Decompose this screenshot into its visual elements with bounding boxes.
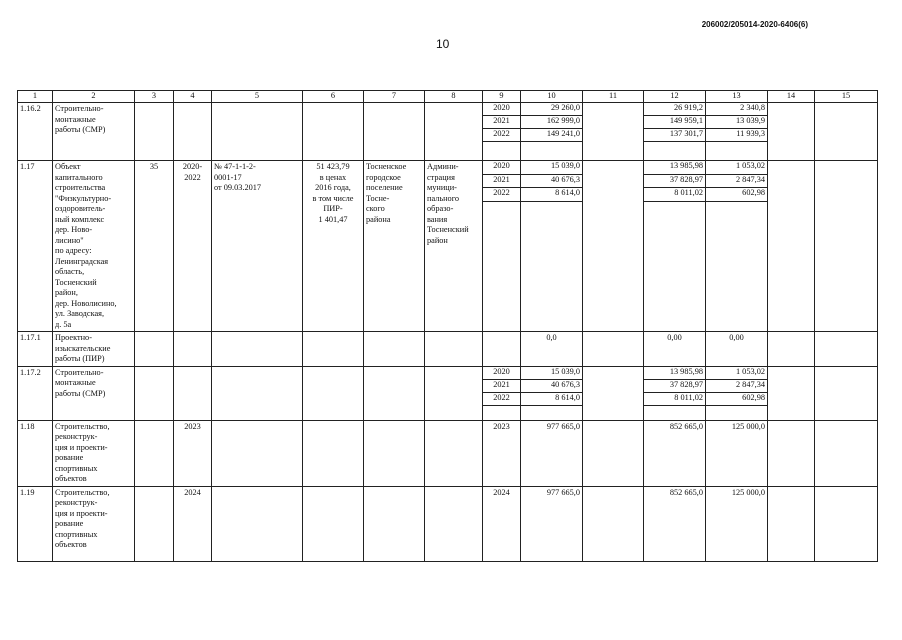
row-number: 1.17.1 xyxy=(18,332,53,367)
value-cell: 602,98 xyxy=(706,188,768,202)
row-name: Проектно- изыскательские работы (ПИР) xyxy=(53,332,135,367)
value-cell: 8 614,0 xyxy=(521,392,583,405)
year-cell: 2020 xyxy=(483,161,521,175)
row-number: 1.17.2 xyxy=(18,366,53,420)
value-cell: 37 828,97 xyxy=(644,379,706,392)
header-cell: 13 xyxy=(706,91,768,103)
header-cell: 4 xyxy=(174,91,212,103)
table-row xyxy=(18,420,878,486)
table-row xyxy=(18,366,878,379)
row-name: Строительство, реконструк- ция и проекти- рование спортивных объектов xyxy=(53,486,135,561)
value-cell: 13 985,98 xyxy=(644,161,706,175)
year-cell: 2023 xyxy=(483,420,521,486)
header-cell: 9 xyxy=(483,91,521,103)
cell-recipient: Тосненское городское поселение Тосне- ского района xyxy=(364,161,425,332)
value-cell: 977 665,0 xyxy=(521,486,583,561)
row-name: Строительно- монтажные работы (СМР) xyxy=(53,366,135,420)
year-cell: 2024 xyxy=(483,486,521,561)
year-cell: 2021 xyxy=(483,174,521,188)
value-cell: 13 039,9 xyxy=(706,116,768,129)
value-cell: 40 676,3 xyxy=(521,174,583,188)
value-cell: 37 828,97 xyxy=(644,174,706,188)
value-cell: 2 847,34 xyxy=(706,174,768,188)
value-cell: 149 241,0 xyxy=(521,129,583,142)
page-number: 10 xyxy=(436,37,450,51)
year-cell: 2020 xyxy=(483,103,521,116)
value-cell: 125 000,0 xyxy=(706,486,768,561)
value-cell: 15 039,0 xyxy=(521,366,583,379)
year-cell: 2022 xyxy=(483,129,521,142)
year-cell: 2022 xyxy=(483,188,521,202)
header-cell: 7 xyxy=(364,91,425,103)
value-cell: 137 301,7 xyxy=(644,129,706,142)
row-name: Объект капитального строительства "Физкультурно- оздоровитель- ный комплекс дер. Ново- лисино" по адресу: Ленинградская область, Тосненский район, дер. Новолисино, ул. Заводская, д. 5а xyxy=(53,161,135,332)
cell-cost: 51 423,79 в ценах 2016 года, в том числе ПИР- 1 401,47 xyxy=(303,161,364,332)
table-row xyxy=(18,103,878,116)
header-cell: 14 xyxy=(768,91,815,103)
value-cell: 2 847,34 xyxy=(706,379,768,392)
table-row xyxy=(18,332,878,367)
value-cell: 13 985,98 xyxy=(644,366,706,379)
value-cell: 162 999,0 xyxy=(521,116,583,129)
header-cell: 8 xyxy=(425,91,483,103)
document-code: 206002/205014-2020-6406(6) xyxy=(701,20,808,29)
cell-period: 2020- 2022 xyxy=(174,161,212,332)
value-cell: 125 000,0 xyxy=(706,420,768,486)
value-cell: 26 919,2 xyxy=(644,103,706,116)
year-cell: 2021 xyxy=(483,379,521,392)
row-number: 1.16.2 xyxy=(18,103,53,161)
value-cell: 0,0 xyxy=(521,332,583,367)
header-cell: 3 xyxy=(135,91,174,103)
value-cell: 1 053,02 xyxy=(706,366,768,379)
row-number: 1.17 xyxy=(18,161,53,332)
header-cell: 1 xyxy=(18,91,53,103)
row-number: 1.18 xyxy=(18,420,53,486)
table-row xyxy=(18,161,878,175)
cell-document: № 47-1-1-2- 0001-17 от 09.03.2017 xyxy=(212,161,303,332)
table-row xyxy=(18,486,878,561)
value-cell: 2 340,8 xyxy=(706,103,768,116)
value-cell: 0,00 xyxy=(706,332,768,367)
header-cell: 10 xyxy=(521,91,583,103)
value-cell: 852 665,0 xyxy=(644,420,706,486)
header-row xyxy=(18,91,878,103)
value-cell: 149 959,1 xyxy=(644,116,706,129)
row-number: 1.19 xyxy=(18,486,53,561)
value-cell: 15 039,0 xyxy=(521,161,583,175)
cell-period: 2023 xyxy=(174,420,212,486)
value-cell: 1 053,02 xyxy=(706,161,768,175)
cell-organization: Админи- страция муници- пального образо- вания Тосненский район xyxy=(425,161,483,332)
cell-period: 2024 xyxy=(174,486,212,561)
value-cell: 852 665,0 xyxy=(644,486,706,561)
value-cell: 8 614,0 xyxy=(521,188,583,202)
value-cell: 977 665,0 xyxy=(521,420,583,486)
year-cell: 2021 xyxy=(483,116,521,129)
header-cell: 12 xyxy=(644,91,706,103)
header-cell: 5 xyxy=(212,91,303,103)
value-cell: 11 939,3 xyxy=(706,129,768,142)
data-table xyxy=(17,90,878,562)
value-cell: 8 011,02 xyxy=(644,188,706,202)
value-cell: 40 676,3 xyxy=(521,379,583,392)
value-cell: 602,98 xyxy=(706,392,768,405)
row-name: Строительство, реконструк- ция и проекти- рование спортивных объектов xyxy=(53,420,135,486)
header-cell: 11 xyxy=(583,91,644,103)
value-cell: 29 260,0 xyxy=(521,103,583,116)
cell-col3: 35 xyxy=(135,161,174,332)
header-cell: 6 xyxy=(303,91,364,103)
header-cell: 15 xyxy=(815,91,878,103)
header-cell: 2 xyxy=(53,91,135,103)
value-cell: 8 011,02 xyxy=(644,392,706,405)
row-name: Строительно- монтажные работы (СМР) xyxy=(53,103,135,161)
value-cell: 0,00 xyxy=(644,332,706,367)
year-cell: 2022 xyxy=(483,392,521,405)
year-cell: 2020 xyxy=(483,366,521,379)
